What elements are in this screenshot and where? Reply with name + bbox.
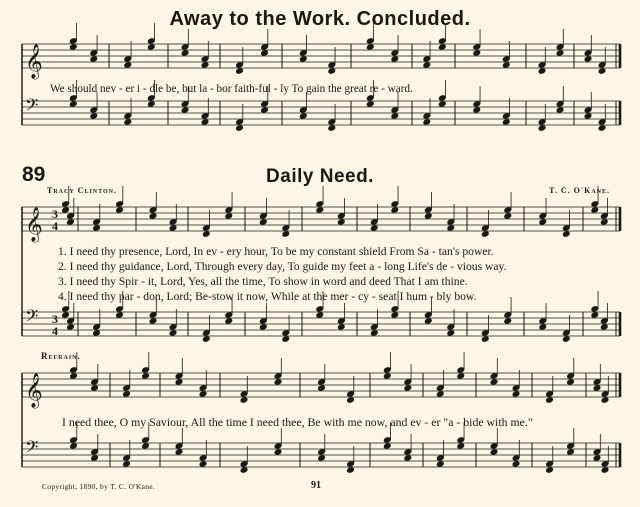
verse-line: 1. I need thy presence, Lord, In ev - ery hour, To be my constant shield From Sa - tan's power. bbox=[58, 245, 494, 258]
hymn-number: 89 bbox=[22, 163, 46, 186]
author-credit: Tracy Clinton. bbox=[47, 186, 118, 195]
running-title: Away to the Work. Concluded. bbox=[169, 8, 471, 30]
treble-clef-icon: 𝄞 bbox=[25, 44, 43, 79]
verse-line: 2. I need thy guidance, Lord, Through every day, To guide my feet a - long Life's de - vious way. bbox=[58, 260, 507, 273]
concluded-lyric-line: We should nev - er i - dle be, but la - bor faith-ful - ly To gain the great re - ward. bbox=[50, 83, 413, 95]
time-signature-top: 3 bbox=[52, 312, 58, 326]
bass-clef-icon: 𝄢 bbox=[25, 95, 39, 120]
bass-clef-icon: 𝄢 bbox=[25, 306, 39, 331]
refrain-label: Refrain. bbox=[41, 351, 81, 361]
time-signature-top: 3 bbox=[52, 207, 58, 221]
treble-clef-icon: 𝄞 bbox=[25, 373, 43, 408]
verse-line: 3. I need thy Spir - it, Lord, Yes, all the time, To show in word and deed That I am thine. bbox=[58, 275, 468, 288]
bass-clef-icon: 𝄢 bbox=[25, 437, 39, 462]
page-number: 91 bbox=[311, 480, 321, 491]
hymn-title: Daily Need. bbox=[266, 166, 374, 187]
time-signature-bottom: 4 bbox=[52, 324, 58, 338]
treble-clef-icon: 𝄞 bbox=[25, 207, 43, 242]
refrain-lyric-line: I need thee, O my Saviour, All the time I need thee, Be with me now, and ev - er "a - bide with me." bbox=[62, 415, 533, 429]
time-signature-bottom: 4 bbox=[52, 219, 58, 233]
composer-credit: T. C. O'Kane. bbox=[549, 186, 610, 195]
verse-line: 4. I need thy par - don, Lord; Be-stow it now, While at the mer - cy - seat I hum - bly bow. bbox=[58, 290, 477, 303]
copyright-notice: Copyright, 1890, by T. C. O'Kane. bbox=[42, 482, 156, 491]
